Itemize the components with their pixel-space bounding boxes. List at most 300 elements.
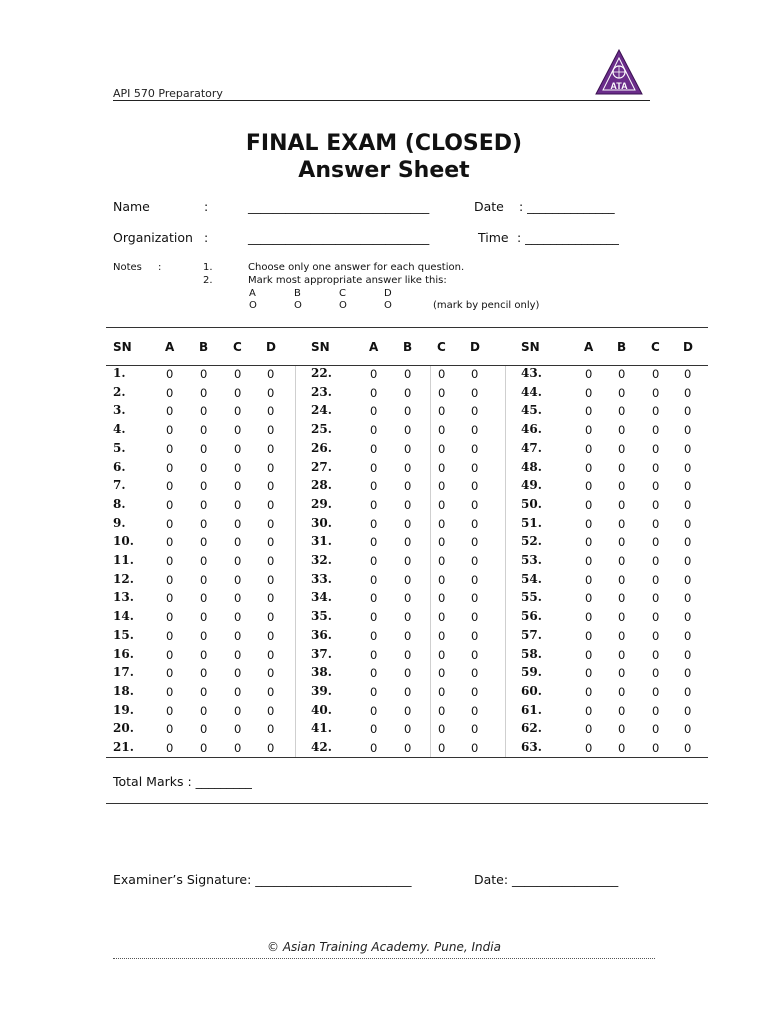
answer-option-b[interactable]: 0 [618,423,626,438]
answer-option-b[interactable]: 0 [618,703,626,718]
answer-option-a[interactable]: 0 [585,684,593,699]
answer-option-b[interactable]: 0 [200,741,208,755]
answer-option-a[interactable]: 0 [585,479,593,494]
answer-option-b[interactable]: 0 [404,741,412,755]
answer-option-c[interactable]: 0 [438,666,446,681]
answer-option-c[interactable]: 0 [234,441,242,456]
answer-option-b[interactable]: 0 [404,367,412,381]
answer-option-a[interactable]: 0 [166,367,174,381]
answer-option-b[interactable]: 0 [618,572,626,587]
answer-option-d[interactable]: 0 [267,610,275,625]
answer-option-d[interactable]: 0 [267,423,275,438]
question-number: 31. [311,534,332,549]
answer-option-d[interactable]: 0 [684,703,692,718]
answer-option-a[interactable]: 0 [166,441,174,456]
answer-option-a[interactable]: 0 [585,647,593,662]
answer-option-a[interactable]: 0 [585,610,593,625]
answer-option-c[interactable]: 0 [438,516,446,531]
answer-option-b[interactable]: 0 [200,404,208,419]
answer-option-b[interactable]: 0 [200,554,208,568]
answer-option-c[interactable]: 0 [652,741,660,755]
answer-option-d[interactable]: 0 [471,367,479,381]
answer-option-d[interactable]: 0 [471,497,479,512]
answer-option-c[interactable]: 0 [652,684,660,699]
answer-option-b[interactable]: 0 [618,610,626,625]
column-divider [505,366,506,757]
answer-option-b[interactable]: 0 [404,703,412,718]
answer-option-d[interactable]: 0 [471,404,479,419]
name-colon: : [204,199,209,214]
answer-option-a[interactable]: 0 [370,684,378,699]
answer-option-a[interactable]: 0 [166,516,174,531]
answer-option-d[interactable]: 0 [471,647,479,662]
answer-option-a[interactable]: 0 [585,385,593,400]
answer-option-c[interactable]: 0 [438,423,446,438]
answer-option-b[interactable]: 0 [404,647,412,662]
question-number: 53. [521,553,542,567]
answer-option-d[interactable]: 0 [684,367,692,381]
answer-option-c[interactable]: 0 [652,610,660,625]
answer-option-a[interactable]: 0 [166,535,174,550]
notes-label: Notes [113,262,142,273]
answer-option-a[interactable]: 0 [166,703,174,718]
answer-option-a[interactable]: 0 [166,554,174,568]
answer-option-d[interactable]: 0 [267,666,275,681]
answer-option-c[interactable]: 0 [234,404,242,419]
answer-option-c[interactable]: 0 [234,460,242,475]
answer-option-a[interactable]: 0 [585,703,593,718]
answer-option-c[interactable]: 0 [234,385,242,400]
question-number: 1. [113,366,126,380]
answer-option-c[interactable]: 0 [438,722,446,737]
answer-option-d[interactable]: 0 [471,572,479,587]
answer-option-a[interactable]: 0 [585,722,593,737]
answer-option-a[interactable]: 0 [166,741,174,755]
answer-option-d[interactable]: 0 [684,610,692,625]
answer-option-d[interactable]: 0 [471,479,479,494]
answer-option-b[interactable]: 0 [618,460,626,475]
notes-colon: : [158,262,162,273]
answer-option-c[interactable]: 0 [652,367,660,381]
answer-option-a[interactable]: 0 [166,610,174,625]
answer-option-a[interactable]: 0 [585,441,593,456]
answer-option-b[interactable]: 0 [200,535,208,550]
date-field[interactable]: : ______________ [519,199,615,214]
answer-option-d[interactable]: 0 [684,554,692,568]
answer-option-d[interactable]: 0 [684,722,692,737]
answer-option-c[interactable]: 0 [652,423,660,438]
org-colon: : [204,230,209,245]
answer-option-c[interactable]: 0 [652,722,660,737]
question-number: 39. [311,683,332,698]
answer-option-a[interactable]: 0 [166,423,174,438]
answer-option-c[interactable]: 0 [438,367,446,381]
answer-option-b[interactable]: 0 [404,535,412,550]
answer-option-d[interactable]: 0 [471,460,479,475]
org-label: Organization [113,230,193,245]
answer-option-d[interactable]: 0 [267,497,275,512]
answer-option-d[interactable]: 0 [471,684,479,699]
answer-option-c[interactable]: 0 [438,628,446,643]
answer-option-a[interactable]: 0 [585,423,593,438]
answer-option-d[interactable]: 0 [267,516,275,531]
answer-option-b[interactable]: 0 [200,385,208,400]
answer-option-b[interactable]: 0 [618,591,626,606]
answer-option-b[interactable]: 0 [404,628,412,643]
answer-option-c[interactable]: 0 [234,554,242,568]
answer-option-b[interactable]: 0 [618,385,626,400]
answer-option-d[interactable]: 0 [471,741,479,755]
answer-option-a[interactable]: 0 [585,535,593,550]
examiner-signature[interactable]: Examiner’s Signature: _________________________ [113,872,412,887]
answer-option-a[interactable]: 0 [370,423,378,438]
answer-option-d[interactable]: 0 [684,423,692,438]
answer-option-b[interactable]: 0 [200,722,208,737]
answer-option-b[interactable]: 0 [200,423,208,438]
answer-option-d[interactable]: 0 [267,385,275,400]
question-number: 21. [113,740,134,754]
answer-option-d[interactable]: 0 [471,666,479,681]
question-number: 12. [113,571,134,586]
answer-option-d[interactable]: 0 [684,647,692,662]
answer-option-c[interactable]: 0 [234,610,242,625]
answer-option-d[interactable]: 0 [471,591,479,606]
answer-option-a[interactable]: 0 [585,666,593,681]
answer-option-b[interactable]: 0 [200,591,208,606]
question-number: 47. [521,440,542,455]
answer-option-c[interactable]: 0 [234,572,242,587]
answer-option-b[interactable]: 0 [200,610,208,625]
question-number: 29. [311,496,332,511]
answer-option-a[interactable]: 0 [370,441,378,456]
question-number: 49. [521,478,542,493]
question-number: 36. [311,627,332,642]
answer-option-b[interactable]: 0 [618,516,626,531]
answer-option-a[interactable]: 0 [370,554,378,568]
answer-option-a[interactable]: 0 [166,479,174,494]
answer-option-d[interactable]: 0 [267,722,275,737]
column-header-sn: SN [113,340,132,354]
answer-option-c[interactable]: 0 [438,479,446,494]
answer-option-a[interactable]: 0 [370,535,378,550]
answer-option-c[interactable]: 0 [652,441,660,456]
answer-option-b[interactable]: 0 [404,610,412,625]
answer-option-c[interactable]: 0 [652,591,660,606]
answer-option-c[interactable]: 0 [652,572,660,587]
answer-option-d[interactable]: 0 [684,479,692,494]
answer-option-c[interactable]: 0 [652,666,660,681]
answer-option-c[interactable]: 0 [438,404,446,419]
answer-option-b[interactable]: 0 [404,591,412,606]
note-text-1: Choose only one answer for each question. [248,262,465,273]
answer-option-c[interactable]: 0 [652,703,660,718]
answer-option-a[interactable]: 0 [166,460,174,475]
answer-option-d[interactable]: 0 [471,703,479,718]
answer-option-d[interactable]: 0 [684,591,692,606]
answer-option-c[interactable]: 0 [234,423,242,438]
answer-option-c[interactable]: 0 [234,684,242,699]
column-header-sn: SN [521,340,540,354]
column-header-b: B [617,340,627,354]
answer-option-c[interactable]: 0 [652,628,660,643]
column-header-b: B [199,340,209,354]
answer-option-d[interactable]: 0 [471,628,479,643]
question-number: 52. [521,534,542,549]
answer-option-c[interactable]: 0 [438,647,446,662]
question-number: 61. [521,702,542,717]
name-label: Name [113,199,150,214]
answer-option-d[interactable]: 0 [471,535,479,550]
answer-option-b[interactable]: 0 [200,441,208,456]
column-header-sn: SN [311,340,330,354]
answer-option-c[interactable]: 0 [234,628,242,643]
answer-option-d[interactable]: 0 [684,385,692,400]
answer-option-a[interactable]: 0 [370,385,378,400]
answer-option-d[interactable]: 0 [267,741,275,755]
answer-option-b[interactable]: 0 [618,554,626,568]
answer-option-a[interactable]: 0 [166,647,174,662]
answer-option-a[interactable]: 0 [166,628,174,643]
answer-option-a[interactable]: 0 [166,722,174,737]
answer-option-d[interactable]: 0 [267,535,275,550]
answer-option-d[interactable]: 0 [684,628,692,643]
answer-option-a[interactable]: 0 [585,404,593,419]
column-divider [295,366,296,757]
answer-option-c[interactable]: 0 [438,741,446,755]
answer-option-b[interactable]: 0 [618,367,626,381]
answer-option-a[interactable]: 0 [585,554,593,568]
example-circle-a: O [249,300,257,311]
answer-option-c[interactable]: 0 [234,666,242,681]
answer-option-d[interactable]: 0 [684,572,692,587]
answer-option-b[interactable]: 0 [200,572,208,587]
answer-option-c[interactable]: 0 [652,647,660,662]
answer-option-b[interactable]: 0 [404,441,412,456]
answer-option-a[interactable]: 0 [370,516,378,531]
answer-option-d[interactable]: 0 [267,591,275,606]
answer-option-b[interactable]: 0 [200,497,208,512]
answer-option-b[interactable]: 0 [404,684,412,699]
answer-option-b[interactable]: 0 [618,741,626,755]
answer-option-c[interactable]: 0 [234,516,242,531]
time-field[interactable]: : _______________ [517,230,619,245]
answer-option-b[interactable]: 0 [404,516,412,531]
answer-option-b[interactable]: 0 [404,666,412,681]
answer-option-d[interactable]: 0 [471,441,479,456]
answer-option-b[interactable]: 0 [618,441,626,456]
answer-option-d[interactable]: 0 [267,647,275,662]
answer-option-d[interactable]: 0 [267,628,275,643]
answer-option-b[interactable]: 0 [618,479,626,494]
question-number: 35. [311,609,332,624]
answer-option-a[interactable]: 0 [166,684,174,699]
answer-option-a[interactable]: 0 [370,722,378,737]
answer-option-a[interactable]: 0 [370,610,378,625]
answer-option-d[interactable]: 0 [684,441,692,456]
answer-option-b[interactable]: 0 [200,666,208,681]
answer-option-a[interactable]: 0 [166,591,174,606]
answer-option-a[interactable]: 0 [370,367,378,381]
answer-option-a[interactable]: 0 [585,367,593,381]
answer-option-a[interactable]: 0 [585,497,593,512]
answer-option-a[interactable]: 0 [370,572,378,587]
answer-option-b[interactable]: 0 [200,684,208,699]
answer-option-c[interactable]: 0 [652,385,660,400]
answer-option-d[interactable]: 0 [267,479,275,494]
answer-option-d[interactable]: 0 [267,367,275,381]
answer-option-c[interactable]: 0 [652,516,660,531]
answer-option-c[interactable]: 0 [438,591,446,606]
answer-option-c[interactable]: 0 [438,610,446,625]
answer-option-a[interactable]: 0 [370,666,378,681]
answer-option-d[interactable]: 0 [267,441,275,456]
answer-option-d[interactable]: 0 [684,497,692,512]
table-top-rule [106,327,708,328]
answer-option-b[interactable]: 0 [618,666,626,681]
answer-option-d[interactable]: 0 [267,703,275,718]
answer-option-a[interactable]: 0 [166,497,174,512]
answer-option-d[interactable]: 0 [684,684,692,699]
answer-option-b[interactable]: 0 [404,722,412,737]
answer-option-c[interactable]: 0 [234,367,242,381]
note-number-2: 2. [203,275,213,286]
answer-option-a[interactable]: 0 [370,479,378,494]
answer-option-c[interactable]: 0 [234,535,242,550]
answer-option-d[interactable]: 0 [471,722,479,737]
answer-option-b[interactable]: 0 [200,479,208,494]
answer-option-b[interactable]: 0 [200,460,208,475]
answer-option-b[interactable]: 0 [404,572,412,587]
answer-option-a[interactable]: 0 [370,497,378,512]
answer-option-b[interactable]: 0 [404,479,412,494]
answer-option-c[interactable]: 0 [234,591,242,606]
answer-option-c[interactable]: 0 [234,741,242,755]
signature-date[interactable]: Date: _________________ [474,872,619,887]
answer-option-a[interactable]: 0 [370,628,378,643]
answer-option-c[interactable]: 0 [652,479,660,494]
answer-option-d[interactable]: 0 [684,535,692,550]
answer-option-d[interactable]: 0 [267,460,275,475]
answer-option-c[interactable]: 0 [234,497,242,512]
answer-option-b[interactable]: 0 [404,385,412,400]
answer-option-d[interactable]: 0 [471,610,479,625]
answer-option-c[interactable]: 0 [438,535,446,550]
answer-option-a[interactable]: 0 [585,628,593,643]
answer-option-d[interactable]: 0 [471,423,479,438]
answer-option-c[interactable]: 0 [234,479,242,494]
column-header-d: D [683,340,693,354]
answer-option-b[interactable]: 0 [404,404,412,419]
answer-option-c[interactable]: 0 [438,460,446,475]
answer-option-c[interactable]: 0 [438,385,446,400]
answer-option-b[interactable]: 0 [200,516,208,531]
question-number: 9. [113,515,126,530]
question-number: 24. [311,403,332,418]
answer-option-b[interactable]: 0 [618,647,626,662]
answer-option-a[interactable]: 0 [166,404,174,419]
answer-option-a[interactable]: 0 [370,703,378,718]
answer-option-a[interactable]: 0 [166,666,174,681]
answer-option-a[interactable]: 0 [585,460,593,475]
answer-option-b[interactable]: 0 [618,628,626,643]
answer-option-c[interactable]: 0 [438,572,446,587]
answer-option-a[interactable]: 0 [585,572,593,587]
answer-option-b[interactable]: 0 [618,404,626,419]
answer-option-b[interactable]: 0 [200,628,208,643]
answer-option-c[interactable]: 0 [438,554,446,568]
answer-option-b[interactable]: 0 [404,460,412,475]
example-circle-b: O [294,300,302,311]
answer-option-c[interactable]: 0 [234,722,242,737]
answer-option-d[interactable]: 0 [267,554,275,568]
answer-option-d[interactable]: 0 [684,404,692,419]
answer-option-d[interactable]: 0 [684,460,692,475]
answer-option-c[interactable]: 0 [234,647,242,662]
answer-option-b[interactable]: 0 [200,703,208,718]
answer-option-a[interactable]: 0 [370,404,378,419]
question-number: 48. [521,459,542,474]
answer-option-b[interactable]: 0 [200,367,208,381]
answer-option-d[interactable]: 0 [471,516,479,531]
name-field[interactable]: _____________________________ [248,199,430,214]
question-number: 4. [113,422,126,437]
answer-option-b[interactable]: 0 [618,722,626,737]
answer-option-d[interactable]: 0 [684,666,692,681]
question-number: 50. [521,496,542,511]
answer-option-c[interactable]: 0 [652,535,660,550]
question-number: 13. [113,590,134,605]
answer-option-a[interactable]: 0 [585,591,593,606]
answer-option-b[interactable]: 0 [618,535,626,550]
answer-option-c[interactable]: 0 [438,684,446,699]
answer-option-b[interactable]: 0 [404,554,412,568]
answer-option-c[interactable]: 0 [438,703,446,718]
answer-option-a[interactable]: 0 [370,647,378,662]
answer-option-d[interactable]: 0 [684,516,692,531]
answer-option-c[interactable]: 0 [652,497,660,512]
answer-option-a[interactable]: 0 [370,741,378,755]
answer-option-d[interactable]: 0 [267,404,275,419]
answer-option-d[interactable]: 0 [471,385,479,400]
answer-option-a[interactable]: 0 [166,385,174,400]
org-field[interactable]: _____________________________ [248,230,430,245]
note-number-1: 1. [203,262,213,273]
answer-option-b[interactable]: 0 [404,497,412,512]
answer-option-c[interactable]: 0 [652,460,660,475]
total-marks-rule [106,803,708,804]
answer-option-c[interactable]: 0 [438,441,446,456]
answer-option-c[interactable]: 0 [234,703,242,718]
answer-option-c[interactable]: 0 [652,554,660,568]
answer-option-a[interactable]: 0 [166,572,174,587]
answer-option-d[interactable]: 0 [471,554,479,568]
answer-option-a[interactable]: 0 [370,591,378,606]
answer-option-c[interactable]: 0 [652,404,660,419]
answer-option-b[interactable]: 0 [404,423,412,438]
answer-option-b[interactable]: 0 [618,684,626,699]
answer-option-d[interactable]: 0 [684,741,692,755]
question-number: 10. [113,534,134,549]
answer-option-a[interactable]: 0 [585,516,593,531]
answer-option-a[interactable]: 0 [585,741,593,755]
answer-option-c[interactable]: 0 [438,497,446,512]
answer-option-a[interactable]: 0 [370,460,378,475]
answer-option-d[interactable]: 0 [267,572,275,587]
answer-option-b[interactable]: 0 [200,647,208,662]
answer-option-b[interactable]: 0 [618,497,626,512]
column-header-a: A [369,340,379,354]
answer-option-d[interactable]: 0 [267,684,275,699]
